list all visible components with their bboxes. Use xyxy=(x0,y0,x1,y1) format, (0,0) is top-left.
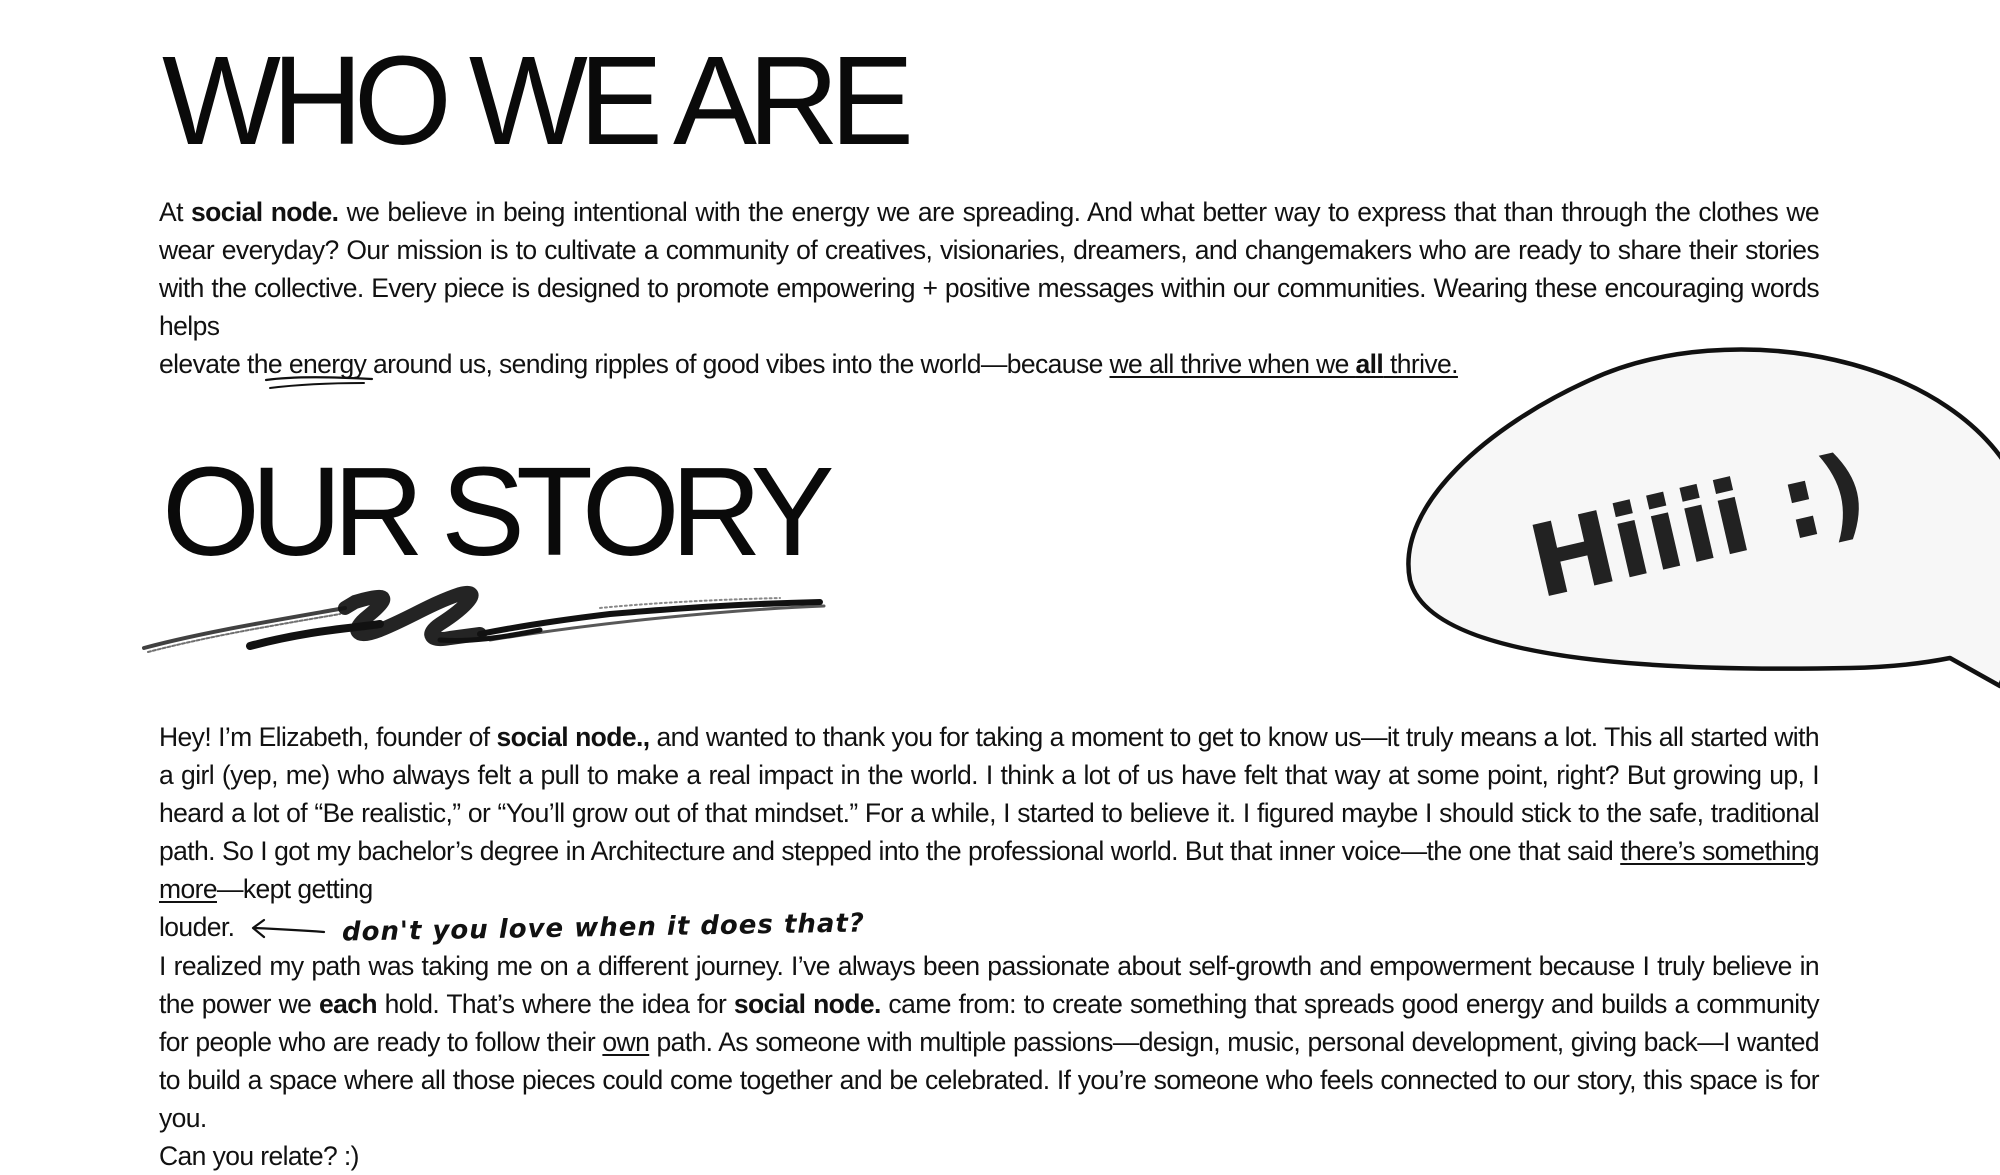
paragraph-last-line: Can you relate? :) xyxy=(159,1141,359,1171)
text: ound us, sending ripples of good vibes into the world—because xyxy=(395,349,1110,379)
bubble-greeting-text: Hiiii :) xyxy=(1519,430,1878,622)
text: thrive. xyxy=(1383,349,1458,379)
text: I realized my path was taking me on a different journey. I’ve always been passionate about self-growth and empowerment because I truly believe in the power we xyxy=(159,951,1819,1019)
energy-underlined-text xyxy=(268,345,395,383)
scribble-icon xyxy=(140,578,830,668)
text: we believe in being intentional with the energy we are spreading. And what better way to express that than through the clothes we wear everyday? Our mission is to cultivate a community of creatives, visionaries, dreamers, and changemakers who are ready to share their stories with the collective. Every piece is designed to promote empowering + positive messages within our communities. Wearing these encouraging words helps xyxy=(159,197,1820,341)
text: e energy ar xyxy=(267,349,396,379)
paragraph-last-line xyxy=(159,908,1819,947)
handwritten-note: don't you love when it does that? xyxy=(342,908,866,948)
our-story-heading: OUR STORY xyxy=(162,441,826,582)
text: louder. xyxy=(159,912,235,942)
brand-name: social node., xyxy=(496,722,650,752)
text: At xyxy=(159,197,192,227)
brand-name: social node. xyxy=(733,989,881,1019)
speech-bubble xyxy=(1400,340,2000,700)
text: —kept getting xyxy=(216,874,373,904)
own-underlined-text: own xyxy=(602,1027,650,1057)
brand-name: social node. xyxy=(191,197,339,227)
our-story-paragraph-1 xyxy=(159,718,1819,947)
something-more-link[interactable]: there’s something more xyxy=(159,836,1819,904)
text: hold. That’s where the idea for xyxy=(376,989,734,1019)
our-story-paragraph-2 xyxy=(159,947,1819,1175)
text: we all thrive when we xyxy=(1109,349,1356,379)
arrow-left-icon xyxy=(248,918,328,942)
text: all xyxy=(1355,349,1384,379)
text: came from: to create something that spreads good energy and builds a community for people who are ready to follow their xyxy=(159,989,1819,1057)
who-we-are-heading: WHO WE ARE xyxy=(162,30,906,171)
text: elevate th xyxy=(159,349,268,379)
text: Hey! I’m Elizabeth, founder of xyxy=(159,722,497,752)
text: path. As someone with multiple passions—design, music, personal development, giving back—I wanted to build a space where all those pieces could come together and be celebrated. If you’re someone who feels connected to our story, this space is for you. xyxy=(159,1027,1819,1133)
text: and wanted to thank you for taking a moment to get to know us—it truly means a lot. This all started with a girl (yep, me) who always felt a pull to make a real impact in the world. I think a lot of us have felt that way at some point, right? But growing up, I heard a lot of “Be realistic,” or “You’ll grow out of that mindset.” For a while, I started to believe it. I figured maybe I should stick to the safe, traditional path. So I got my bachelor’s degree in Architecture and stepped into the professional world. But that inner voice—the one that said xyxy=(159,722,1819,866)
bold-text: each xyxy=(318,989,377,1019)
